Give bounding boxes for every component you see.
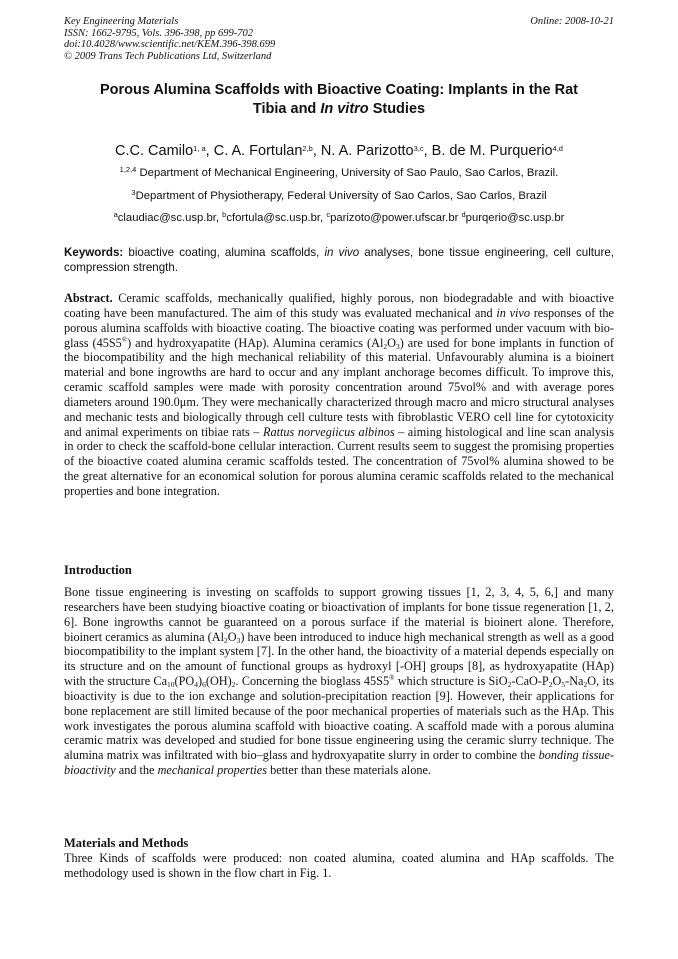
- intro-text: (PO: [174, 674, 195, 689]
- copyright-line: © 2009 Trans Tech Publications Ltd, Switzerland: [64, 50, 272, 62]
- email-sup: d: [461, 210, 466, 219]
- author-3-sup: 3,c: [413, 144, 424, 153]
- abstract-italic: in vivo: [496, 305, 530, 320]
- title-line-1: Porous Alumina Scaffolds with Bioactive Coating: Implants in the Rat: [99, 82, 578, 98]
- paper-title: [64, 81, 614, 119]
- author-3: , N. A. Parizotto: [312, 143, 414, 159]
- online-date: Online: 2008-10-21: [530, 16, 614, 27]
- abstract-paragraph: [64, 291, 614, 499]
- keywords-label: Keywords:: [64, 246, 124, 259]
- email-line: [64, 211, 614, 225]
- email-sup: c: [326, 210, 331, 219]
- affiliation-2-text: Department of Physiotherapy, Federal University of Sao Carlos, Sao Carlos, Brazil: [135, 190, 547, 202]
- email-link[interactable]: cfortula@sc.usp.br,: [226, 212, 327, 224]
- intro-text: which structure is SiO: [394, 674, 508, 689]
- intro-text: O, its bioactivity is due to the ion exchange and solution-precipitation reaction [9]. However, their applications for bone replacement are still limited because of the poor mechanical properties of materials such as the HAp. This work investigates the porous alumina scaffold with bioactive coating. A scaffold made with a porous alumina ceramic matrix was developed and studied for bone tissue engineering using the ceramic slurry technique. The alumina matrix was infiltrated with bio–glass and hydroxyapatite slurry in order to combine the: [64, 674, 614, 763]
- intro-text: ) have been introduced to induce high mechanical strength as well as a good biocompatibility to the implant system [7]. In the other hand, the bioactivity of a material depends especially on its structure and on the amount of functional groups as hydroxyl [-OH] groups [8], as hydroxyapatite (HAp) with the structure Ca: [64, 629, 614, 689]
- title-line-2a: Tibia and: [252, 101, 321, 117]
- title-line-2c: Studies: [368, 101, 426, 117]
- title-line-2b: In vitro: [320, 101, 369, 117]
- author-4: , B. de M. Purquerio: [423, 143, 553, 159]
- author-list: [64, 142, 614, 160]
- author-2-sup: 2,b: [302, 144, 313, 153]
- intro-text: O: [227, 629, 237, 644]
- abstract-text: – aiming histological and line scan analysis in order to check the scaffold-bone cellular interaction. Current results seem to suggest the promising properties of the bioactive coated alumina ceramic scaffolds tested. The concentration of 75vol% alumina showed to be the great alternative for an economical solution for porous alumina ceramic scaffolds related to the mechanical properties and bone integration.: [64, 424, 614, 498]
- subscript: 2: [507, 680, 512, 690]
- affiliation-2-sup: 3: [131, 188, 136, 197]
- subscript: 2: [548, 680, 553, 690]
- issn-line: ISSN: 1662-9795, Vols. 396-398, pp 699-702: [64, 27, 253, 39]
- intro-text: -Na: [565, 674, 584, 689]
- journal-header: [64, 16, 464, 62]
- affiliation-1-text: Department of Mechanical Engineering, University of Sao Paulo, Sao Carlos, Brazil.: [136, 167, 559, 179]
- intro-text: -CaO-P: [511, 674, 549, 689]
- intro-text: Bone tissue engineering is investing on scaffolds to support growing tissues [1, 2, 3, 4, 5, 6,] and many researchers have been studying bioactive coating or bioactivation of implants for bone tissue regeneration [1, 2, 6]. Bone ingrowths cannot be guaranteed on a porous surface if the material is bioinert alone. Therefore, bioinert ceramics as alumina (Al: [64, 585, 614, 644]
- intro-italic: bonding tissue-bioactivity: [64, 748, 614, 778]
- author-1: C.C. Camilo: [115, 143, 194, 159]
- abstract-text: ) and hydroxyapatite (HAp). Alumina ceramics (Al: [127, 335, 384, 350]
- methods-paragraph: Three Kinds of scaffolds were produced: non coated alumina, coated alumina and HAp scaffolds. The methodology used is shown in the flow chart in Fig. 1.: [64, 851, 614, 880]
- author-1-sup: 1, a: [193, 144, 206, 153]
- author-2: , C. A. Fortulan: [205, 143, 303, 159]
- subscript: 2: [383, 341, 388, 351]
- subscript: 3: [395, 341, 400, 351]
- abstract-text: O: [387, 335, 396, 350]
- methods-heading: Materials and Methods: [64, 836, 189, 850]
- email-link[interactable]: parizoto@power.ufscar.br: [330, 212, 462, 224]
- journal-name: Key Engineering Materials: [64, 16, 179, 27]
- subscript: 2: [224, 635, 228, 645]
- subscript: 5: [561, 680, 566, 690]
- keywords-text-3: analyses, bone tissue engineering, cell culture, compression strength.: [64, 246, 614, 274]
- introduction-paragraph: [64, 585, 614, 778]
- intro-text: . Concerning the bioglass 45S5: [235, 674, 390, 689]
- keywords-text-2: in vivo: [324, 246, 360, 259]
- subscript: 10: [167, 680, 175, 690]
- abstract-label: Abstract.: [64, 291, 113, 305]
- subscript: 3: [236, 635, 241, 645]
- email-sup: b: [222, 210, 227, 219]
- intro-italic: mechanical properties: [157, 763, 267, 778]
- author-4-sup: 4,d: [552, 144, 563, 153]
- email-sup: a: [113, 210, 118, 219]
- abstract-italic: Rattus norvegiicus albinos: [262, 424, 395, 439]
- introduction-heading: Introduction: [64, 563, 132, 577]
- affiliation-1: [64, 166, 614, 180]
- abstract-text: responses of the porous alumina scaffolds with bioactive coating. The bioactive coating was performed under vacuum with bio-glass (45S5: [64, 305, 614, 350]
- affiliation-2: [64, 189, 614, 203]
- abstract-text: Ceramic scaffolds, mechanically qualified, highly porous, non biodegradable and with bioactive coating have been manufactured. The aim of this study was evaluated mechanical and: [64, 291, 614, 320]
- subscript: 2: [231, 680, 236, 690]
- keywords-text-1: bioactive coating, alumina scaffolds,: [123, 246, 325, 259]
- email-link[interactable]: claudiac@sc.usp.br,: [117, 212, 223, 224]
- affiliation-1-sup: 1,2,4: [119, 165, 137, 174]
- registered-mark: ®: [121, 335, 128, 344]
- subscript: 2: [583, 680, 588, 690]
- intro-text: and the: [115, 763, 158, 778]
- keywords-paragraph: [64, 246, 614, 275]
- intro-text: O: [552, 674, 562, 689]
- email-link[interactable]: purqerio@sc.usp.br: [465, 212, 565, 224]
- intro-text: better than these materials alone.: [267, 763, 431, 778]
- abstract-text: ) are used for bone implants in function of the biocompatibility and the high mechanical reliability of this material. Unfavourably alumina is a bioinert material and bone ingrowths are hard to occur and any implant anchorage becomes difficult. To improve this, ceramic scaffold samples were made with porosity concentration around 75vol% and with average pores diameters around 190.0μm. They were mechanically characterized through macro and micro structural analyses and mechanic tests and biologically through cell culture tests with fibroblastic VERO cell line for cytotoxicity and animal experiments on tibiae rats –: [64, 335, 614, 439]
- doi-line: doi:10.4028/www.scientific.net/KEM.396-398.699: [64, 39, 276, 50]
- subscript: 4: [194, 680, 199, 690]
- intro-text: ): [198, 674, 203, 689]
- intro-text: (OH): [205, 674, 232, 689]
- subscript: 6: [202, 680, 206, 690]
- registered-mark: ®: [389, 674, 395, 683]
